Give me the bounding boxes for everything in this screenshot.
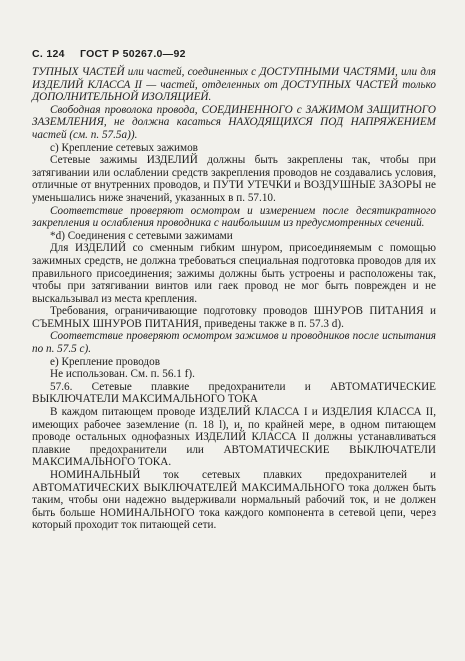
compliance-note: Соответствие проверяют осмотром и измерением после десятикратного закрепления и ослабления проводника с наибольшим из предусмотренных сечений. bbox=[32, 204, 436, 230]
paragraph: Сетевые зажимы ИЗДЕЛИЙ должны быть закреплены так, чтобы при затягивании или ослаблении средств закрепления проводов не создавались условия, отличные от внутренних проводов, и ПУТИ УТЕЧКИ и ВОЗДУШНЫЕ ЗАЗОРЫ не уменьшались ниже значений, указанных в п. 57.10. bbox=[32, 154, 436, 204]
compliance-note: Соответствие проверяют осмотром зажимов и проводников после испытания по п. 57.5 с). bbox=[32, 330, 436, 356]
section-heading: 57.6. Сетевые плавкие предохранители и АВТОМАТИЧЕСКИЕ ВЫКЛЮЧАТЕЛИ МАКСИМАЛЬНОГО ТОКА bbox=[32, 380, 436, 406]
subsection-heading: с) Крепление сетевых зажимов bbox=[50, 141, 198, 154]
standard-number: ГОСТ Р 50267.0—92 bbox=[79, 48, 186, 60]
page-header bbox=[32, 48, 198, 60]
paragraph: В каждом питающем проводе ИЗДЕЛИЙ КЛАССА I и ИЗДЕЛИЯ КЛАССА II, имеющих рабочее заземление (п. 18 l), и, по крайней мере, в одном питающем проводе остальных однофазных ИЗДЕЛИЙ КЛАССА II должны устанавливаться плавкие предохранители или АВТОМАТИЧЕСКИЕ ВЫКЛЮЧАТЕЛИ МАКСИМАЛЬНОГО ТОКА. bbox=[32, 406, 436, 469]
subsection-heading: *d) Соединения с сетевыми зажимами bbox=[50, 229, 233, 242]
subsection-heading: е) Крепление проводов bbox=[50, 355, 161, 368]
paragraph: НОМИНАЛЬНЫЙ ток сетевых плавких предохранителей и АВТОМАТИЧЕСКИХ ВЫКЛЮЧАТЕЛЕЙ МАКСИМАЛЬНОГО тока должен быть таким, чтобы они надежно выдерживали нормальный рабочий ток, и не должен быть больше НОМИНАЛЬНОГО тока каждого компонента в сетевой цепи, через который проходит ток питающей сети. bbox=[32, 469, 436, 532]
paragraph: Свободная проволока провода, СОЕДИНЕННОГО с ЗАЖИМОМ ЗАЩИТНОГО ЗАЗЕМЛЕНИЯ, не должна касаться НАХОДЯЩИХСЯ ПОД НАПРЯЖЕНИЕМ частей (см. п. 57.5а)). bbox=[32, 103, 436, 141]
page-number: С. 124 bbox=[32, 48, 65, 60]
paragraph: Не использован. См. п. 56.1 f). bbox=[50, 368, 195, 381]
paragraph: ТУПНЫХ ЧАСТЕЙ или частей, соединенных с ДОСТУПНЫМИ ЧАСТЯМИ, или для ИЗДЕЛИЙ КЛАССА II — частей, отделенных от ДОСТУПНЫХ ЧАСТЕЙ только ДОПОЛНИТЕЛЬНОЙ ИЗОЛЯЦИЕЙ. bbox=[32, 66, 436, 104]
paragraph: Для ИЗДЕЛИЙ со сменным гибким шнуром, присоединяемым с помощью зажимных средств, не должна требоваться специальная подготовка проводов для их правильного присоединения; зажимы должны быть устроены и расположены так, чтобы при затягивании винтов или гаек провод не мог быть поврежден и не выскальзывал из места крепления. bbox=[32, 242, 436, 305]
body-text bbox=[32, 66, 436, 532]
paragraph: Требования, ограничивающие подготовку проводов ШНУРОВ ПИТАНИЯ и СЪЕМНЫХ ШНУРОВ ПИТАНИЯ, приведены также в п. 57.3 d). bbox=[32, 305, 436, 330]
